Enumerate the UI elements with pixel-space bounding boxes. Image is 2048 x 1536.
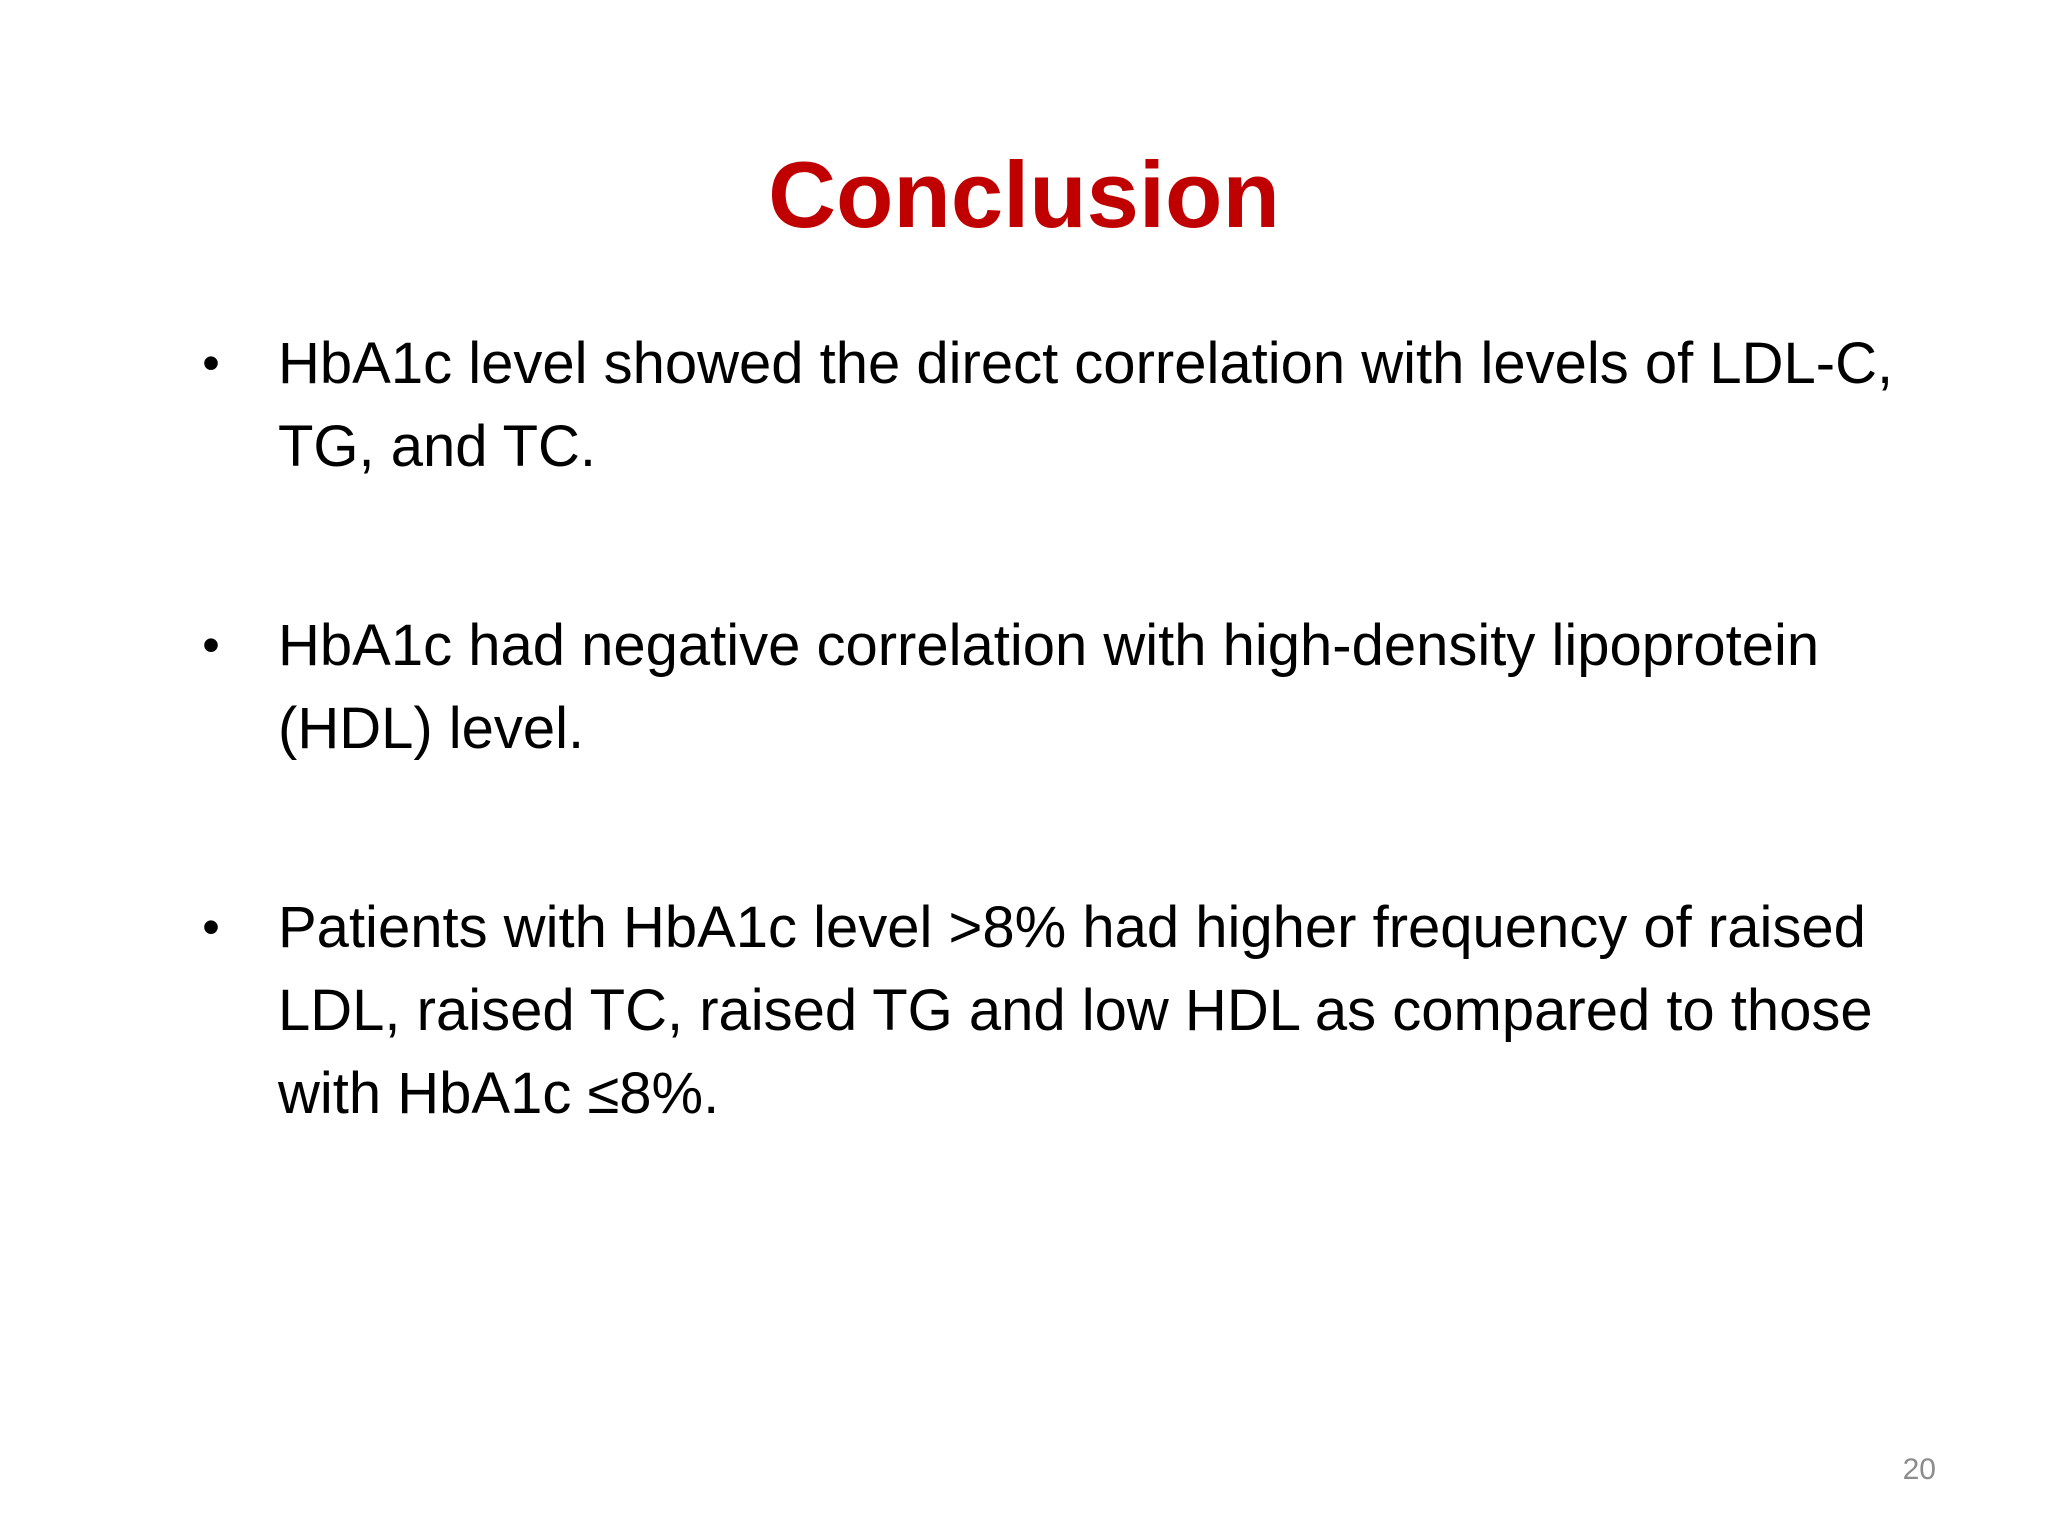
bullet-text: HbA1c level showed the direct correlation with levels of LDL-C, TG, and TC.: [278, 331, 1894, 479]
bullet-item: [196, 322, 1896, 488]
bullet-marker: •: [202, 617, 220, 673]
bullet-list: [196, 322, 1896, 1135]
bullet-marker: •: [202, 335, 220, 391]
bullet-item: [196, 886, 1896, 1135]
slide-title: Conclusion: [768, 142, 1280, 247]
bullet-marker: •: [202, 899, 220, 955]
bullet-text: Patients with HbA1c level >8% had higher frequency of raised LDL, raised TC, raised TG and low HDL as compared to those with HbA1c ≤8%.: [278, 895, 1873, 1126]
bullet-text: HbA1c had negative correlation with high-density lipoprotein (HDL) level.: [278, 613, 1820, 761]
page-number: 20: [1902, 1453, 1936, 1486]
bullet-item: [196, 604, 1896, 770]
